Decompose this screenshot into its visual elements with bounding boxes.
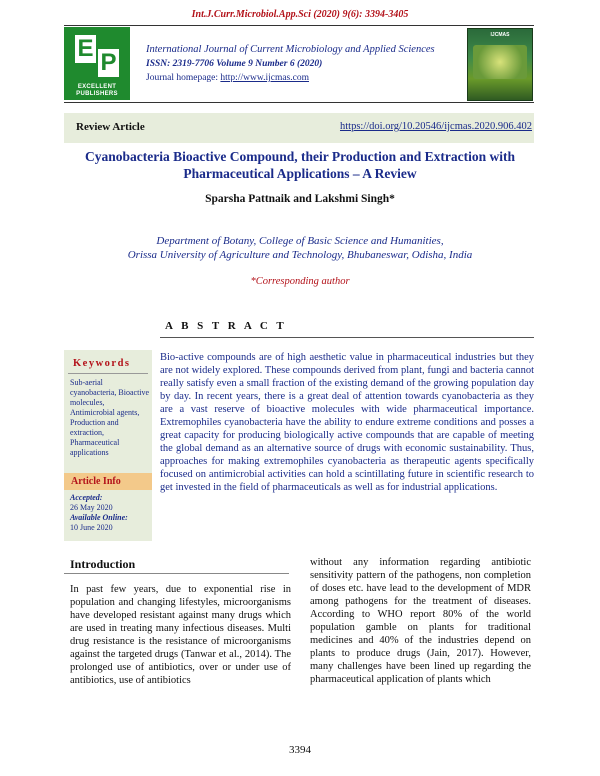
homepage-link[interactable]: http://www.ijcmas.com: [220, 73, 309, 83]
body-column-left: In past few years, due to exponential rise in population and changing lifestyles, microorganisms have developed resistant against many drugs which are used in treating many infectious diseases. Multi drug resistance is the resistance of microorganisms against the targeted drugs (Tanwar et al., 2014). The prolonged use of antibiotics, over or under use of antibiotics, use of antibiotics: [70, 584, 291, 687]
article-dates: [70, 493, 152, 533]
cover-title: IJCMAS: [490, 32, 510, 38]
homepage-label: Journal homepage:: [146, 73, 221, 83]
online-date: 10 June 2020: [70, 523, 113, 532]
introduction-divider: [64, 573, 289, 574]
online-label: Available Online:: [70, 513, 128, 522]
page-number: 3394: [289, 744, 311, 756]
accepted-label: Accepted:: [70, 493, 103, 502]
keywords-heading: Keywords: [73, 358, 131, 369]
affiliation-line-2: Orissa University of Agriculture and Technology, Bhubaneswar, Odisha, India: [127, 249, 473, 261]
journal-citation: Int.J.Curr.Microbiol.App.Sci (2020) 9(6): 3394-3405: [191, 9, 409, 20]
logo-text: EXCELLENT PUBLISHERS: [76, 84, 118, 97]
introduction-heading: Introduction: [70, 557, 136, 571]
accepted-date: 26 May 2020: [70, 503, 113, 512]
cover-artwork: [473, 45, 527, 79]
logo-letter-e-icon: E: [75, 35, 96, 63]
logo-letter-p-icon: P: [98, 49, 119, 77]
abstract-divider: [160, 337, 534, 338]
authors: Sparsha Pattnaik and Lakshmi Singh*: [205, 193, 395, 205]
article-title: Cyanobacteria Bioactive Compound, their Production and Extraction with Pharmaceutical Applications – A Review: [84, 149, 515, 181]
abstract-text: Bio-active compounds are of high aesthetic value in pharmaceutical industries but they are not widely explored. These compounds derived from plant, fungi and bacteria cannot really satisfy even a small fraction of the existing demand of the growing population day by day. In recent years, there is a great deal of attention towards cyanobacteria as they are a vast reserve of bioactive molecules with wide pharmaceutical importance. Extremophiles cyanobacteria have the ability to endure extreme conditions and posses a great capacity for producing biologically active compounds that are capable of meeting the global demand as an alternative source of drugs with economic sustainability. Thus, approaches for making extremophiles cyanobacteria as therapeutic agents specifically focused on antimicrobial activities can hold a scintillating future in scientific research to get invested in the field of pharmaceuticals as well as for industrial applications.: [160, 352, 534, 494]
corresponding-author-note: *Corresponding author: [250, 276, 350, 287]
keywords-list: Sub-aerial cyanobacteria, Bioactive molecules, Antimicrobial agents, Production and extraction, Pharmaceutical applications: [70, 378, 150, 457]
publisher-logo: [64, 27, 130, 100]
affiliation-line-1: Department of Botany, College of Basic Science and Humanities,: [156, 235, 444, 247]
keywords-divider: [68, 373, 148, 374]
journal-name: International Journal of Current Microbiology and Applied Sciences: [146, 44, 435, 55]
journal-cover-image: [467, 28, 533, 101]
article-info-heading: Article Info: [71, 476, 121, 487]
doi-link-text[interactable]: https://doi.org/10.20546/ijcmas.2020.906.402: [339, 121, 532, 132]
abstract-heading: A B S T R A C T: [165, 320, 287, 332]
journal-homepage-line: [146, 73, 309, 83]
article-type: Review Article: [76, 121, 145, 133]
body-column-right: without any information regarding antibiotic sensitivity pattern of the pathogens, non completion of doses etc. have lead to the development of MDR among pathogens for the treatment of diseases. According to WHO report 80% of the world population gamble on plants for traditional medicines and 40% of the industries depend on plants to produce drugs (Jain, 2017). However, many challenges have been lined up regarding the pharmaceutical application of plants which: [310, 557, 531, 686]
doi-link[interactable]: [340, 121, 532, 132]
issn-volume-line: ISSN: 2319-7706 Volume 9 Number 6 (2020): [146, 59, 323, 69]
